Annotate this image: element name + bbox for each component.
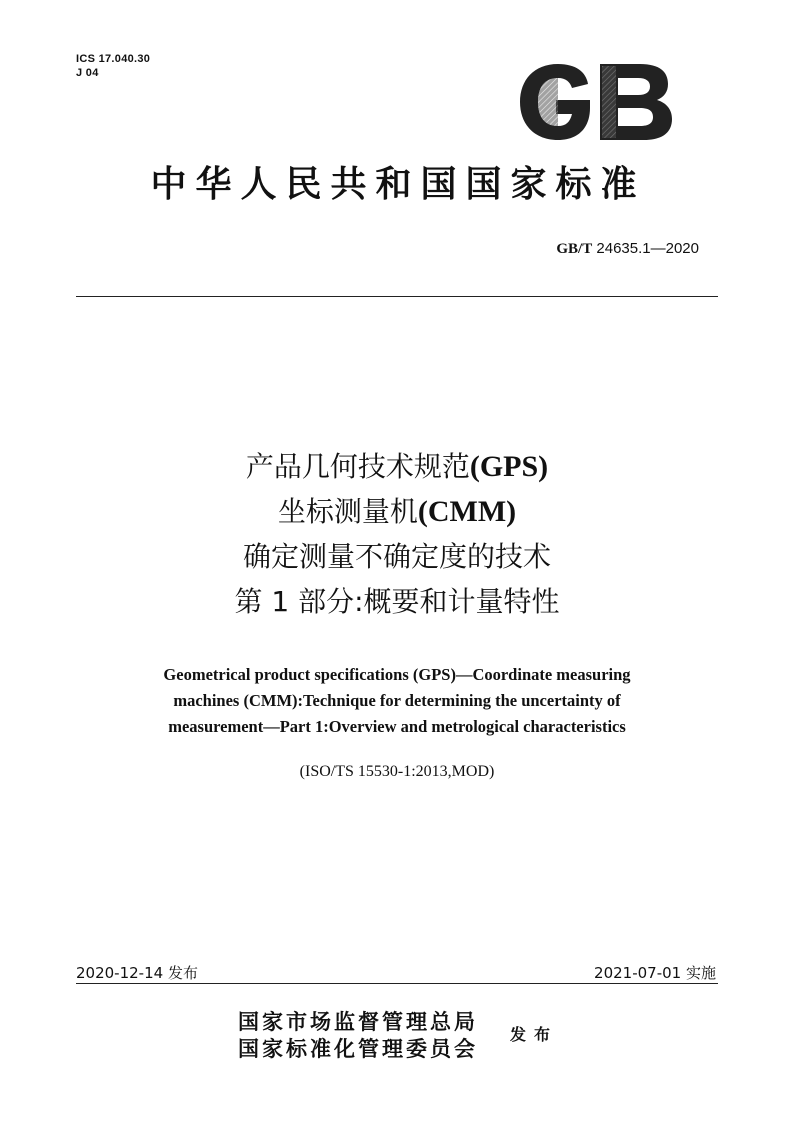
cn-title-line-1 (0, 444, 794, 489)
standard-code: 24635.1—2020 (596, 240, 699, 257)
en-title-line-3: measurement—Part 1:Overview and metrological characteristics (168, 717, 626, 736)
cn-title-line-1-text: 产品几何技术规范 (245, 450, 470, 483)
en-title-line-2: machines (CMM):Technique for determining the uncertainty of (173, 691, 621, 710)
effective-date: 2021-07-01 实施 (594, 964, 716, 982)
english-title (0, 662, 794, 740)
iso-reference: (ISO/TS 15530-1:2013,MOD) (299, 763, 495, 780)
standard-prefix: GB/T (556, 241, 593, 257)
standard-number (556, 240, 699, 258)
chinese-title (0, 444, 794, 624)
issuing-authorities (238, 1008, 478, 1062)
cn-title-line-4: 第 1 部分:概要和计量特性 (234, 585, 560, 618)
cn-title-line-2 (0, 489, 794, 534)
gb-logo-icon (516, 62, 676, 142)
classification-codes (76, 52, 150, 80)
ccs-code: J 04 (76, 67, 99, 79)
cn-title-line-2-text: 坐标测量机 (277, 495, 418, 528)
footer-divider (76, 983, 718, 984)
issuer-2: 国家标准化管理委员会 (238, 1036, 478, 1061)
cn-title-line-1-abbr: (GPS) (469, 450, 549, 483)
gb-logo (516, 62, 676, 142)
issue-date: 2020-12-14 发布 (76, 964, 198, 982)
cn-title-line-3: 确定测量不确定度的技术 (242, 540, 551, 573)
cn-title-line-2-abbr: (CMM) (417, 495, 517, 528)
national-standard-title: 中华人民共和国国家标准 (150, 164, 646, 205)
en-title-line-1: Geometrical product specifications (GPS)—Coordinate measuring (163, 665, 631, 684)
publish-label: 发布 (510, 1025, 559, 1044)
issuer-1: 国家市场监督管理总局 (238, 1009, 478, 1034)
ics-code: ICS 17.040.30 (76, 53, 151, 65)
header-divider (76, 296, 718, 297)
